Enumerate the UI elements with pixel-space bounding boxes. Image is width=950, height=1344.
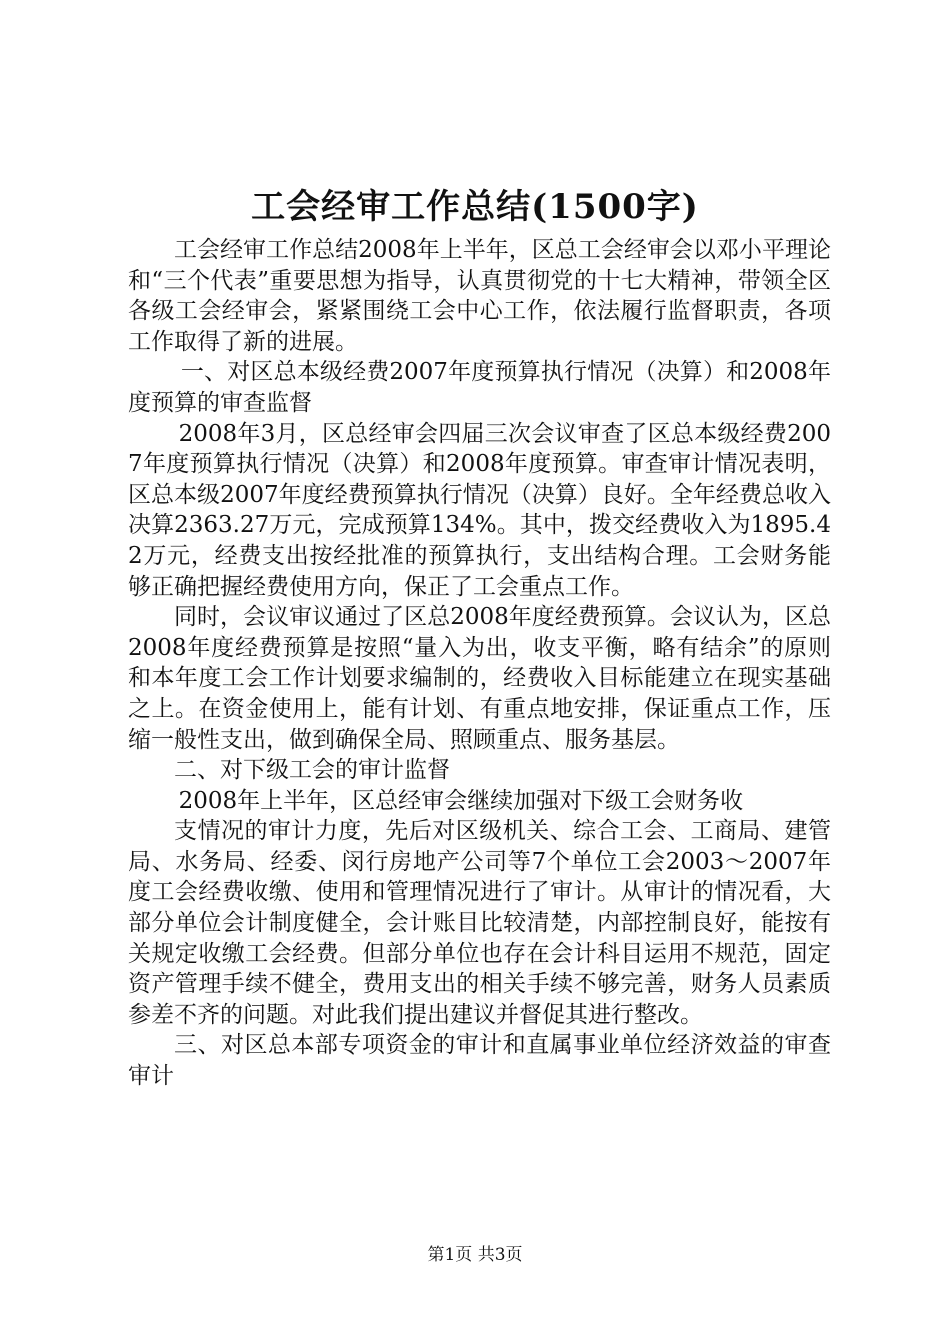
section-heading-1: 一、对区总本级经费2007年度预算执行情况（决算）和2008年度预算的审查监督 (128, 359, 831, 416)
paragraph-budget-approval: 同时，会议审议通过了区总2008年度经费预算。会议认为，区总2008年度经费预算是按照“量入为出，收支平衡，略有结余”的原则和本年度工会工作计划要求编制的，经费收入目标能建立在现实基础之上。在资金使用上，能有计划、有重点地安排，保证重点工作，压缩一般性支出，做到确保全局、照顾重点、服务基层。 (128, 604, 831, 753)
section-heading-3: 三、对区总本部专项资金的审计和直属事业单位经济效益的审查审计 (128, 1032, 831, 1090)
paragraph-budget-review: 2008年3月，区总经审会四届三次会议审查了区总本级经费2007年度预算执行情况（决算）和2008年度预算。审查审计情况表明，区总本级2007年度经费预算执行情况（决算）良好。全年经费总收入决算2363.27万元，完成预算134%。其中，拨交经费收入为1895.42万元，经费支出按经批准的预算执行，支出结构合理。工会财务能够正确把握经费使用方向，保正了工会重点工作。 (128, 420, 831, 600)
page-footer: 第1页 共3页 (427, 1245, 523, 1265)
paragraph-audit-details: 支情况的审计力度，先后对区级机关、综合工会、工商局、建管局、水务局、经委、闵行房地产公司等7个单位工会2003～2007年度工会经费收缴、使用和管理情况进行了审计。从审计的情况看，大部分单位会计制度健全，会计账目比较清楚，内部控制良好，能按有关规定收缴工会经费。但部分单位也存在会计科目运用不规范，固定资产管理手续不健全，费用支出的相关手续不够完善，财务人员素质参差不齐的问题。对此我们提出建议并督促其进行整改。 (128, 818, 831, 1028)
document-body (128, 235, 831, 1092)
paragraph-intro: 工会经审工作总结2008年上半年，区总工会经审会以邓小平理论和“三个代表”重要思想为指导，认真贯彻党的十七大精神，带领全区各级工会经审会，紧紧围绕工会中心工作，依法履行监督职责，各项工作取得了新的进展。 (128, 237, 831, 355)
paragraph-audit-intro: 2008年上半年，区总经审会继续加强对下级工会财务收 (178, 787, 744, 814)
section-heading-2: 二、对下级工会的审计监督 (174, 757, 450, 784)
document-title: 工会经审工作总结(1500字) (251, 187, 699, 227)
